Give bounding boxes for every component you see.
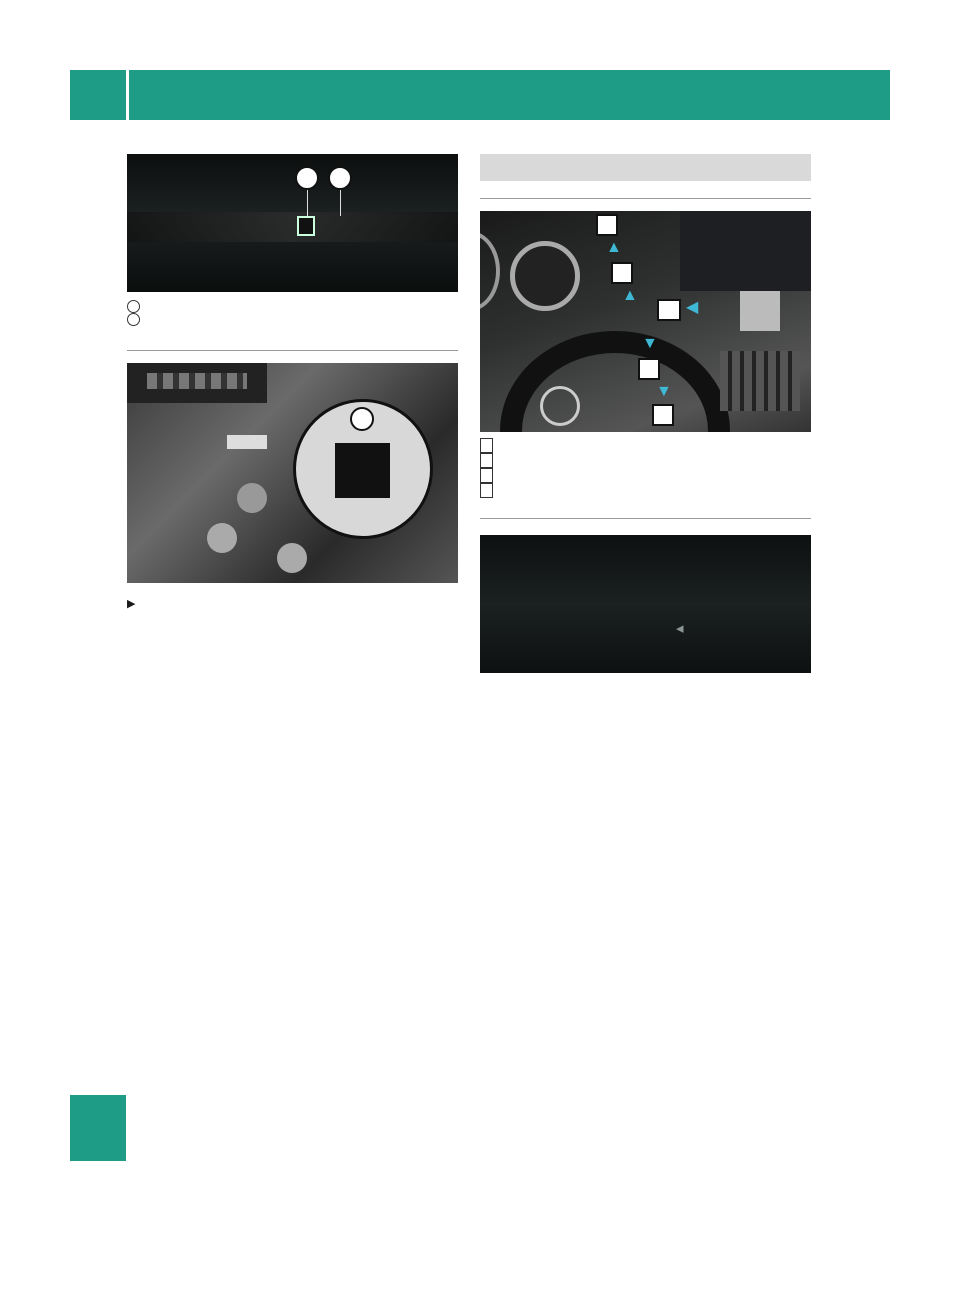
section-banner (480, 154, 811, 181)
legend-item (480, 453, 811, 468)
gear-d-icon (480, 483, 493, 498)
header-separator (126, 70, 129, 120)
park-button-symbol (335, 443, 390, 498)
figure-direct-select-lever (480, 211, 811, 432)
right-column (480, 154, 811, 673)
arrow-up-icon: ▲ (622, 287, 638, 304)
gear-r-icon (480, 453, 493, 468)
arrow-left-icon: ◂ (676, 620, 684, 637)
legend-item (480, 438, 811, 453)
gear-n-icon (480, 468, 493, 483)
heading-position-display (480, 512, 811, 519)
label-n-upper (611, 262, 633, 284)
figure-multifunction-display (480, 535, 811, 673)
header-bar (70, 70, 890, 120)
step-arrow-icon: ▶ (127, 598, 136, 610)
selected-gear (297, 216, 315, 236)
heading-overview (480, 192, 811, 199)
callout-1 (350, 407, 374, 431)
callout-2 (328, 166, 352, 190)
legend-item (480, 483, 811, 498)
arrow-up-icon: ▲ (606, 239, 622, 256)
figure-transmission-display (127, 154, 458, 292)
arrow-down-icon: ▼ (642, 335, 658, 352)
arrow-down-icon: ▼ (656, 383, 672, 400)
label-p (657, 299, 681, 321)
gear-p-icon (480, 438, 493, 453)
callout-1 (295, 166, 319, 190)
left-column (127, 154, 458, 614)
arrow-left-icon: ◀ (686, 299, 699, 316)
label-n-lower (638, 358, 660, 380)
heading-engaging-park (127, 344, 458, 351)
page-number (70, 70, 126, 120)
legend-item (480, 468, 811, 483)
legend-item (127, 313, 458, 326)
legend-item (127, 300, 458, 313)
instruction-step (127, 595, 458, 614)
section-tab-marker (70, 1095, 126, 1161)
legend (127, 300, 458, 326)
label-d (652, 404, 674, 426)
label-r (596, 214, 618, 236)
arrow-up-icon-r (666, 595, 670, 612)
figure-park-button (127, 363, 458, 583)
gear-legend (480, 438, 811, 498)
